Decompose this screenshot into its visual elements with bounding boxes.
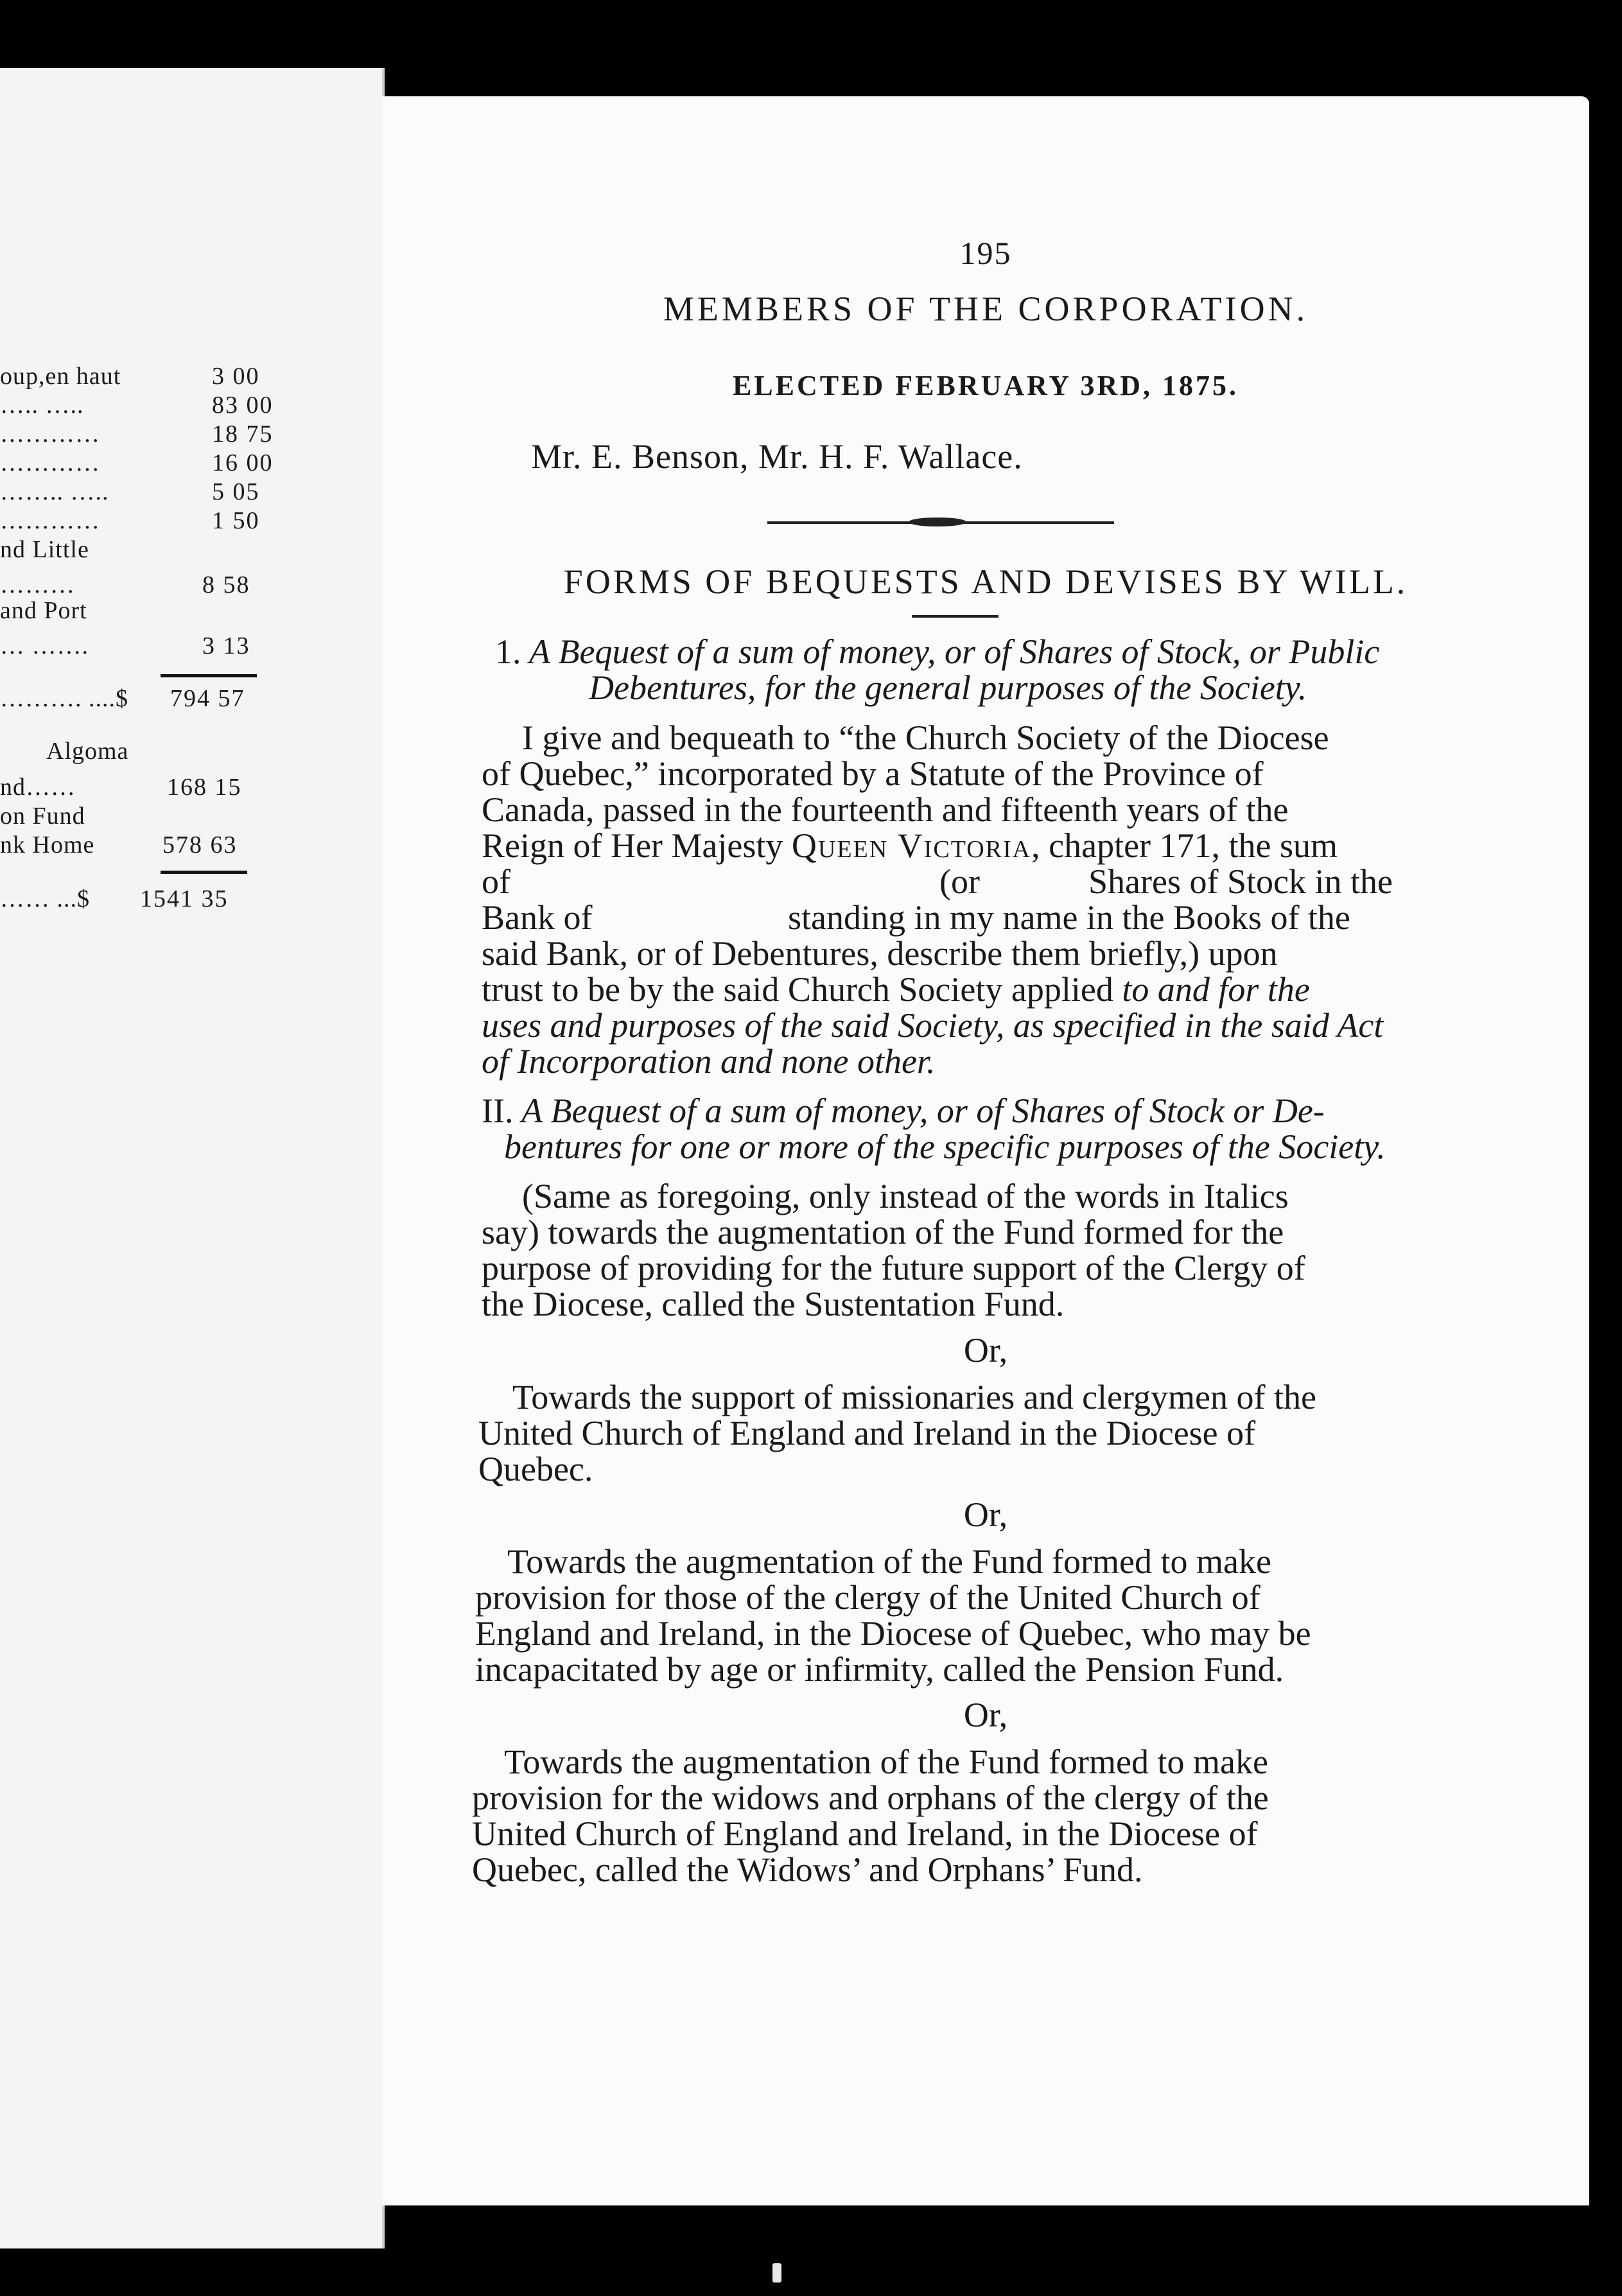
left-page <box>0 68 385 2248</box>
left-row: nk Home <box>0 831 95 858</box>
left-amount: 3 00 <box>212 363 260 390</box>
left-amount: 1 50 <box>212 507 260 534</box>
left-amount: 3 13 <box>202 632 250 659</box>
left-row: nd…… <box>0 774 76 801</box>
left-amount: 18 75 <box>212 421 274 448</box>
right-page <box>382 96 1589 2205</box>
clause-number: 1. <box>495 632 521 671</box>
body-line: I give and bequeath to “the Church Society of the Diocese <box>522 718 1329 757</box>
members-line: Mr. E. Benson, Mr. H. F. Wallace. <box>531 437 1023 476</box>
body-line <box>482 828 1338 864</box>
or-separator: Or, <box>963 1331 1008 1370</box>
body-line: Canada, passed in the fourteenth and fifteenth years of the <box>482 790 1289 829</box>
left-amount: 794 57 <box>170 685 245 712</box>
clause-text: A Bequest of a sum of money, or of Shares of Stock, or Public <box>529 632 1380 671</box>
body-line: England and Ireland, in the Diocese of Quebec, who may be <box>475 1614 1311 1653</box>
queen-victoria: Queen Victoria <box>791 826 1032 865</box>
text-run: , chapter 171, the sum <box>1031 826 1338 865</box>
body-line: Bank of <box>482 898 593 937</box>
body-line: purpose of providing for the future support of the Clergy of <box>482 1249 1305 1287</box>
scan-mark <box>772 2263 781 2283</box>
body-line: provision for the widows and orphans of the clergy of the <box>472 1779 1269 1817</box>
text-run: trust to be by the said Church Society applied <box>482 970 1122 1009</box>
left-row: on Fund <box>0 803 85 830</box>
body-line: United Church of England and Ireland, in the Diocese of <box>472 1814 1258 1853</box>
left-amount: 168 15 <box>167 774 242 801</box>
left-row: ….. ….. <box>0 392 84 419</box>
left-row: ………. ....$ <box>0 685 128 712</box>
body-line: standing in my name in the Books of the <box>788 898 1350 937</box>
sum-rule <box>161 871 247 874</box>
text-run: Reign of Her Majesty <box>482 826 792 865</box>
left-row: … ……. <box>0 632 89 659</box>
body-line: said Bank, or of Debentures, describe them briefly,) upon <box>482 934 1278 973</box>
short-rule <box>912 615 998 618</box>
left-row: oup,en haut <box>0 363 121 390</box>
body-line: Quebec, called the Widows’ and Orphans’ Fund. <box>472 1850 1143 1889</box>
left-row: Algoma <box>46 738 129 765</box>
clause-1-line-2: Debentures, for the general purposes of the Society. <box>589 668 1307 707</box>
body-line: Shares of Stock in the <box>1088 862 1393 901</box>
body-line: (Same as foregoing, only instead of the words in Italics <box>522 1177 1289 1215</box>
left-amount: 578 63 <box>162 831 238 858</box>
or-separator: Or, <box>963 1495 1008 1534</box>
italic-run: to and for the <box>1122 970 1310 1009</box>
body-line: of Quebec,” incorporated by a Statute of the Province of <box>482 754 1264 793</box>
body-line: (or <box>939 862 980 901</box>
body-line: uses and purposes of the said Society, as specified in the said Act <box>482 1006 1384 1045</box>
page-heading: MEMBERS OF THE CORPORATION. <box>663 290 1309 328</box>
divider-ornament <box>909 517 966 526</box>
body-line: the Diocese, called the Sustentation Fund. <box>482 1285 1065 1323</box>
left-row: ………… <box>0 421 100 448</box>
body-line <box>482 971 1310 1007</box>
left-row: ………… <box>0 507 100 534</box>
left-amount: 16 00 <box>212 449 274 476</box>
body-line: incapacitated by age or infirmity, called the Pension Fund. <box>475 1650 1284 1689</box>
clause-number: II. <box>482 1091 514 1130</box>
body-line: of Incorporation and none other. <box>482 1042 936 1081</box>
body-line: Towards the augmentation of the Fund formed to make <box>507 1542 1271 1581</box>
left-row: ……… <box>0 571 75 598</box>
body-line: say) towards the augmentation of the Fund formed for the <box>482 1213 1284 1251</box>
forms-heading: FORMS OF BEQUESTS AND DEVISES BY WILL. <box>563 562 1408 601</box>
left-row: …… ...$ <box>0 885 90 912</box>
body-line: United Church of England and Ireland in the Diocese of <box>478 1414 1256 1452</box>
body-line: of <box>482 862 510 901</box>
clause-2-line-1 <box>482 1093 1325 1129</box>
sum-rule <box>161 674 257 677</box>
elected-line: ELECTED FEBRUARY 3RD, 1875. <box>732 370 1239 401</box>
left-amount: 1541 35 <box>140 885 229 912</box>
or-separator: Or, <box>963 1696 1008 1734</box>
left-amount: 5 05 <box>212 478 260 505</box>
left-row: …….. ….. <box>0 478 109 505</box>
left-row: ………… <box>0 449 100 476</box>
page-number: 195 <box>959 235 1012 271</box>
body-line: Quebec. <box>478 1450 593 1488</box>
body-line: provision for those of the clergy of the United Church of <box>475 1578 1260 1617</box>
clause-2-line-2: bentures for one or more of the specific purposes of the Society. <box>504 1127 1386 1166</box>
body-line: Towards the augmentation of the Fund formed to make <box>504 1743 1268 1781</box>
left-amount: 8 58 <box>202 571 250 598</box>
left-row: nd Little <box>0 536 89 563</box>
left-amount: 83 00 <box>212 392 274 419</box>
left-row: and Port <box>0 597 87 624</box>
clause-text: A Bequest of a sum of money, or of Shares of Stock or De- <box>521 1091 1325 1130</box>
clause-1-line-1 <box>495 634 1379 670</box>
body-line: Towards the support of missionaries and clergymen of the <box>512 1378 1316 1416</box>
